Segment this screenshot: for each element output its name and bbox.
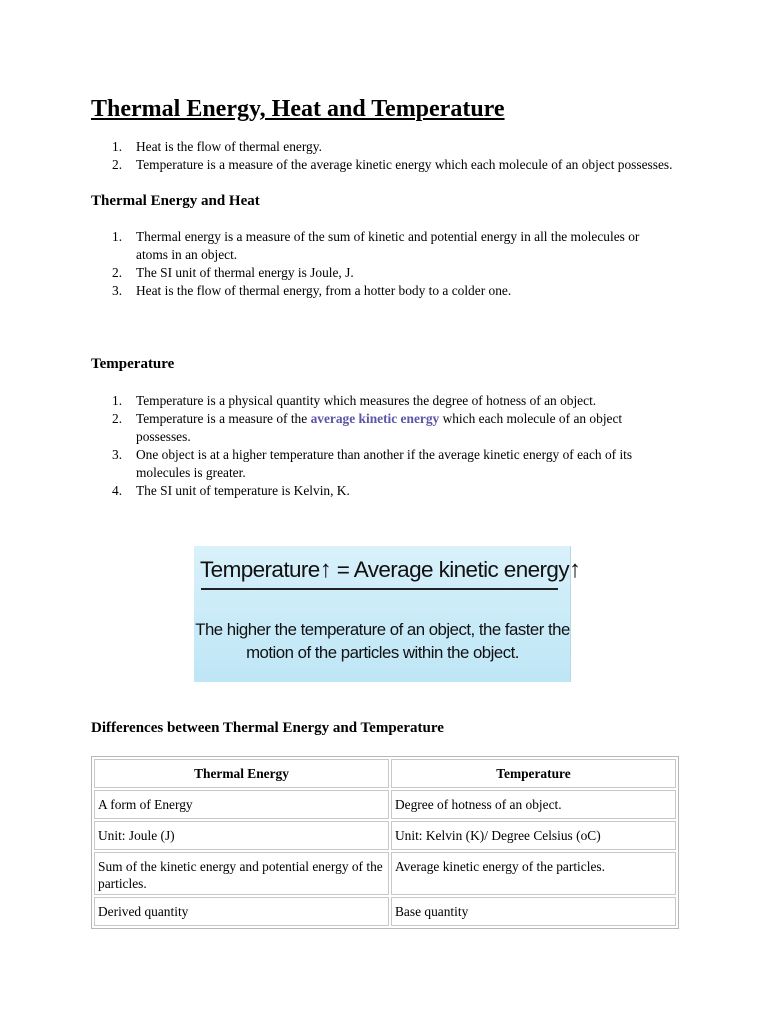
table-header-row [94, 759, 676, 788]
document [91, 92, 681, 500]
table-header: Thermal Energy [94, 759, 389, 788]
table-cell: A form of Energy [94, 790, 389, 819]
list-item: Temperature is a physical quantity which measures the degree of hotness of an object. [136, 393, 597, 408]
comparison-table [91, 756, 679, 929]
list-item: The SI unit of temperature is Kelvin, K. [136, 483, 350, 498]
table-cell: Unit: Joule (J) [94, 821, 389, 850]
list-item [91, 410, 681, 446]
table-cell: Base quantity [391, 897, 676, 926]
list-item: Temperature is a measure of the average kinetic energy which each molecule of an object possesses. [136, 157, 673, 172]
banner-title [200, 556, 581, 584]
table-cell: Average kinetic energy of the particles. [391, 852, 676, 895]
temperature-infographic [194, 546, 581, 682]
list-item: Thermal energy is a measure of the sum of kinetic and potential energy in all the molecules or atoms in an object. [136, 229, 640, 262]
table-cell: Derived quantity [94, 897, 389, 926]
banner-caption-line: The higher the temperature of an object, the faster the [195, 620, 570, 639]
banner-caption-line: motion of the particles within the object. [246, 643, 519, 662]
section-heading-thermal-energy-heat: Thermal Energy and Heat [91, 193, 260, 209]
banner-divider [201, 588, 558, 590]
banner-title-left: Temperature [200, 557, 320, 582]
list-item: Heat is the flow of thermal energy, from a hotter body to a colder one. [136, 283, 512, 298]
table-row [94, 852, 676, 895]
list-item: Heat is the flow of thermal energy. [136, 139, 322, 154]
list-item: The SI unit of thermal energy is Joule, J. [136, 265, 354, 280]
list-text: Temperature is a measure of the [136, 411, 311, 426]
table-row [94, 897, 676, 926]
table-cell: Unit: Kelvin (K)/ Degree Celsius (oC) [391, 821, 676, 850]
intro-list [91, 138, 681, 174]
list-text: which each molecule of an object possesses. [136, 411, 623, 444]
table-row [94, 821, 676, 850]
highlight-text: average kinetic energy [310, 411, 440, 426]
section-heading-temperature: Temperature [91, 356, 175, 372]
banner-caption [194, 618, 571, 664]
table-header: Temperature [391, 759, 676, 788]
section-heading-differences: Differences between Thermal Energy and Temperature [91, 720, 444, 736]
banner-title-right: = Average kinetic energy [331, 557, 569, 582]
page-title: Thermal Energy, Heat and Temperature [91, 96, 505, 122]
up-arrow-icon: ↑ [319, 556, 332, 583]
thermal-energy-list [91, 228, 681, 300]
list-item: One object is at a higher temperature than another if the average kinetic energy of each of its molecules is greater. [136, 447, 633, 480]
up-arrow-icon: ↑ [569, 556, 581, 583]
table-cell: Sum of the kinetic energy and potential energy of the particles. [94, 852, 389, 895]
table-cell: Degree of hotness of an object. [391, 790, 676, 819]
temperature-list [91, 392, 681, 500]
table-row [94, 790, 676, 819]
